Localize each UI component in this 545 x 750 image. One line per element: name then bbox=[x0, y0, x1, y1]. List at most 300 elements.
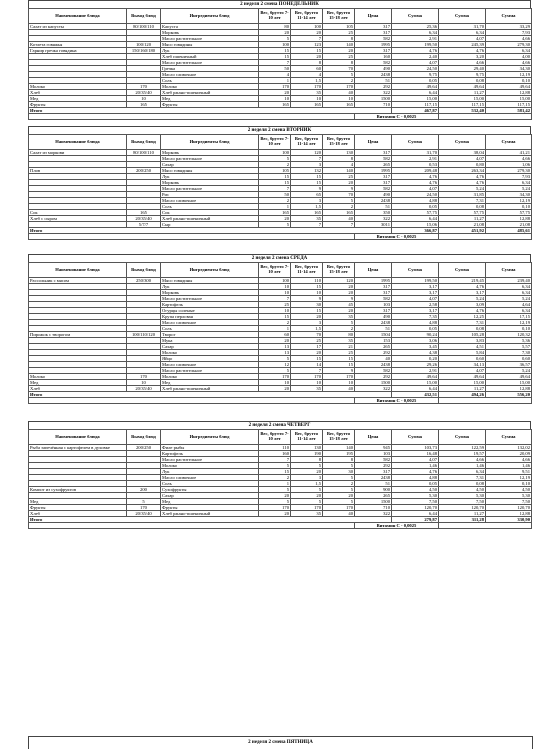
column-header: Сумма bbox=[439, 135, 486, 150]
table-cell: Масло сливочное bbox=[161, 475, 259, 481]
column-header: Сумма bbox=[392, 430, 439, 445]
table-cell: 4,76 bbox=[439, 308, 486, 314]
table-cell: 8 bbox=[291, 457, 323, 463]
table-cell: 34,30 bbox=[486, 192, 532, 198]
table-cell: 322 bbox=[355, 386, 392, 392]
table-cell: Хлеб пшеничный bbox=[161, 54, 259, 60]
table-cell: 2,91 bbox=[392, 368, 439, 374]
table-cell: 15 bbox=[291, 284, 323, 290]
table-cell: Молоко bbox=[161, 374, 259, 380]
column-header: Сумма bbox=[392, 9, 439, 24]
table-cell: 11,27 bbox=[439, 90, 486, 96]
table-cell: 6,34 bbox=[392, 30, 439, 36]
table-cell: 4,64 bbox=[486, 302, 532, 308]
table-cell: 35 bbox=[291, 386, 323, 392]
table-cell: 49,64 bbox=[486, 84, 532, 90]
table-cell: 29,26 bbox=[392, 362, 439, 368]
table-cell: 49,64 bbox=[439, 374, 486, 380]
column-header: Ингредиенты блюд bbox=[161, 430, 259, 445]
table-cell: 20 bbox=[259, 511, 291, 517]
empty-cell bbox=[439, 234, 532, 240]
table-cell: 7 bbox=[259, 457, 291, 463]
table-cell: 199,50 bbox=[392, 278, 439, 284]
table-cell: 0,05 bbox=[392, 326, 439, 332]
column-header: Сумма bbox=[439, 9, 486, 24]
table-cell: 100/120 bbox=[127, 42, 161, 48]
table-cell: 4,76 bbox=[439, 180, 486, 186]
table-cell: 49,64 bbox=[392, 84, 439, 90]
table-cell: 7,31 bbox=[439, 198, 486, 204]
table-cell: 31,70 bbox=[392, 150, 439, 156]
column-header: Сумма bbox=[439, 430, 486, 445]
table-cell: 1,5 bbox=[291, 78, 323, 84]
table-cell: 3,83 bbox=[439, 338, 486, 344]
table-cell: 57,75 bbox=[486, 210, 532, 216]
table-cell: 4,50 bbox=[439, 487, 486, 493]
table-cell: Хлеб ржано-пшеничный bbox=[161, 511, 259, 517]
table-cell: 10 bbox=[127, 380, 161, 386]
vitamin-note: Витамин С - 0,0025 bbox=[355, 398, 439, 404]
table-cell: 292 bbox=[355, 463, 392, 469]
table-cell: 170 bbox=[259, 374, 291, 380]
table-cell: 9 bbox=[291, 296, 323, 302]
table-cell: 7 bbox=[291, 36, 323, 42]
column-header: Вес, брутто 7-10 лет bbox=[259, 9, 291, 24]
table-cell: 209,48 bbox=[392, 168, 439, 174]
table-cell: 15,00 bbox=[392, 96, 439, 102]
table-cell: 5,57 bbox=[486, 344, 532, 350]
table-cell: 11,27 bbox=[439, 216, 486, 222]
table-header-row bbox=[29, 9, 532, 24]
table-cell: Салат из капусты bbox=[29, 24, 127, 30]
table-cell: Салат из моркови bbox=[29, 150, 127, 156]
table-cell: 5 bbox=[323, 499, 355, 505]
table-cell: 20/35/40 bbox=[127, 386, 161, 392]
table-cell: 2 bbox=[323, 481, 355, 487]
table-cell: 4,07 bbox=[392, 296, 439, 302]
table-cell: 51 bbox=[355, 481, 392, 487]
table-cell: 8 bbox=[323, 36, 355, 42]
table-cell: Рассольник с мясом bbox=[29, 278, 127, 284]
table-cell: 7 bbox=[291, 222, 323, 228]
table-cell: 4,50 bbox=[486, 487, 532, 493]
table-cell: 4,50 bbox=[392, 487, 439, 493]
empty-cell bbox=[439, 114, 532, 120]
table-cell: 0,08 bbox=[439, 78, 486, 84]
table-cell: 3,17 bbox=[392, 308, 439, 314]
table-cell: 582 bbox=[355, 296, 392, 302]
table-cell: 2,58 bbox=[392, 302, 439, 308]
column-header: Цена bbox=[355, 9, 392, 24]
table-cell: 317 bbox=[355, 290, 392, 296]
column-header: Сумма bbox=[486, 135, 532, 150]
table-cell: 40 bbox=[323, 216, 355, 222]
table-cell: 30 bbox=[323, 469, 355, 475]
table-cell: 0,20 bbox=[392, 356, 439, 362]
table-cell: 5 bbox=[323, 320, 355, 326]
table-cell: 0,08 bbox=[439, 204, 486, 210]
total-label: Итого bbox=[29, 392, 392, 398]
table-cell: 4,07 bbox=[439, 368, 486, 374]
table-cell: Плов bbox=[29, 168, 127, 174]
vitamin-note: Витамин С - 0,0025 bbox=[355, 114, 439, 120]
table-cell: Молоко bbox=[29, 84, 127, 90]
table-cell: Мед bbox=[161, 96, 259, 102]
table-cell: 10 bbox=[127, 96, 161, 102]
table-cell: 170 bbox=[127, 84, 161, 90]
table-cell: 265 bbox=[355, 493, 392, 499]
table-header-row bbox=[29, 430, 532, 445]
table-cell: 5,30 bbox=[486, 493, 532, 499]
table-cell: 45 bbox=[323, 302, 355, 308]
table-cell: 5,24 bbox=[486, 368, 532, 374]
table-cell: 12,88 bbox=[486, 386, 532, 392]
table-cell: 200/250 bbox=[127, 168, 161, 174]
table-cell: 140 bbox=[323, 42, 355, 48]
table-cell: 20 bbox=[259, 90, 291, 96]
table-cell: Гречка bbox=[161, 66, 259, 72]
table-cell: 1500 bbox=[355, 96, 392, 102]
table-cell: 4 bbox=[323, 162, 355, 168]
table-cell: 15 bbox=[259, 469, 291, 475]
day-block bbox=[28, 421, 531, 529]
table-cell: 2 bbox=[259, 475, 291, 481]
table-cell: Яйцо bbox=[161, 356, 259, 362]
table-cell: 15 bbox=[323, 356, 355, 362]
column-header: Сумма bbox=[392, 263, 439, 278]
table-cell: 100 bbox=[259, 278, 291, 284]
table-cell: 4,76 bbox=[392, 469, 439, 475]
table-cell: 4,88 bbox=[392, 475, 439, 481]
table-cell: 1500 bbox=[355, 499, 392, 505]
table-cell: 170 bbox=[323, 84, 355, 90]
table-cell: 6,44 bbox=[392, 90, 439, 96]
table-cell: 279,30 bbox=[486, 42, 532, 48]
vitamin-row bbox=[29, 234, 532, 240]
table-cell: 15 bbox=[291, 308, 323, 314]
table-cell: 20 bbox=[259, 30, 291, 36]
table-cell: 0,60 bbox=[486, 356, 532, 362]
table-cell: Соль bbox=[161, 326, 259, 332]
total-value: 494,26 bbox=[439, 392, 486, 398]
table-cell: Огурцы соленые bbox=[161, 308, 259, 314]
table-cell: 103 bbox=[355, 451, 392, 457]
table-cell: 3,17 bbox=[392, 290, 439, 296]
table-cell: 41,21 bbox=[486, 150, 532, 156]
table-cell: Лук bbox=[161, 469, 259, 475]
table-cell: 0,60 bbox=[439, 356, 486, 362]
table-cell: Мед bbox=[29, 380, 127, 386]
table-cell: 165 bbox=[291, 210, 323, 216]
table-cell: 3,06 bbox=[392, 338, 439, 344]
table-cell: 70 bbox=[323, 66, 355, 72]
table-cell: 165 bbox=[323, 102, 355, 108]
column-header: Вес, брутто 11-14 лет bbox=[291, 9, 323, 24]
table-cell: 4,76 bbox=[439, 174, 486, 180]
table-cell: 195 bbox=[323, 451, 355, 457]
table-cell: 25 bbox=[323, 30, 355, 36]
table-cell: 165 bbox=[323, 210, 355, 216]
table-cell: 1504 bbox=[355, 332, 392, 338]
table-cell: 317 bbox=[355, 174, 392, 180]
table-cell: 13 bbox=[259, 350, 291, 356]
day-block bbox=[28, 126, 531, 240]
table-cell: 1 bbox=[259, 204, 291, 210]
table-cell: 25 bbox=[323, 350, 355, 356]
table-cell: Хлеб с сыром bbox=[29, 216, 127, 222]
table-cell: 9 bbox=[323, 186, 355, 192]
table-cell: Мясо говядины bbox=[161, 278, 259, 284]
day-title: 2 неделя 2 смена ВТОРНИК bbox=[28, 126, 531, 134]
column-header: Вес, брутто 15-18 лет bbox=[323, 263, 355, 278]
table-cell: Пирожок с творогом bbox=[29, 332, 127, 338]
table-cell: 19,57 bbox=[439, 451, 486, 457]
table-cell: 120 bbox=[291, 150, 323, 156]
table-cell: 5 bbox=[259, 222, 291, 228]
table-cell: 6,44 bbox=[392, 216, 439, 222]
table-cell: 4,76 bbox=[392, 180, 439, 186]
table-cell: 49,64 bbox=[439, 84, 486, 90]
table-cell: 35 bbox=[291, 90, 323, 96]
table-cell: 105,28 bbox=[439, 332, 486, 338]
table-cell: 49,64 bbox=[486, 374, 532, 380]
table-cell: 15 bbox=[259, 174, 291, 180]
table-cell: 5 bbox=[323, 487, 355, 493]
table-cell: Масло растительное bbox=[161, 186, 259, 192]
table-cell: 2438 bbox=[355, 475, 392, 481]
table-cell: Соль bbox=[161, 78, 259, 84]
table-cell: 7,93 bbox=[486, 174, 532, 180]
table-cell: 4,66 bbox=[439, 457, 486, 463]
total-label: Итого bbox=[29, 228, 392, 234]
table-cell: Фрукты bbox=[161, 505, 259, 511]
table-cell: Мед bbox=[161, 380, 259, 386]
table-cell: 15,00 bbox=[392, 380, 439, 386]
table-cell: 0,05 bbox=[392, 204, 439, 210]
table-cell: 3 bbox=[291, 320, 323, 326]
table-cell: Масло сливочное bbox=[161, 320, 259, 326]
table-cell: 6,34 bbox=[486, 290, 532, 296]
table-cell: 490 bbox=[355, 66, 392, 72]
table-cell: 170 bbox=[259, 505, 291, 511]
table-cell: 5,24 bbox=[486, 186, 532, 192]
table-cell: 2,91 bbox=[392, 156, 439, 162]
table-cell: 70 bbox=[323, 192, 355, 198]
column-header: Наименование блюда bbox=[29, 135, 127, 150]
table-cell: 2,40 bbox=[392, 54, 439, 60]
table-cell: 5 bbox=[259, 463, 291, 469]
vitamin-row bbox=[29, 114, 532, 120]
table-cell: 3011 bbox=[355, 222, 392, 228]
table-cell: 582 bbox=[355, 186, 392, 192]
table-cell: 350 bbox=[355, 210, 392, 216]
table-cell: 15 bbox=[291, 48, 323, 54]
table-cell: 1 bbox=[259, 326, 291, 332]
table-cell: 100/110/120 bbox=[127, 332, 161, 338]
table-cell: 3,20 bbox=[439, 54, 486, 60]
table-cell: Соль bbox=[161, 204, 259, 210]
table-cell: Хлеб bbox=[29, 511, 127, 517]
table-cell: 57,75 bbox=[392, 210, 439, 216]
total-value: 451,92 bbox=[439, 228, 486, 234]
table-cell: 160 bbox=[355, 54, 392, 60]
table-cell: 3 bbox=[291, 475, 323, 481]
table-cell: 170 bbox=[291, 84, 323, 90]
table-cell: 24,50 bbox=[392, 66, 439, 72]
table-cell: 710 bbox=[355, 102, 392, 108]
column-header: Цена bbox=[355, 263, 392, 278]
table-cell: 7 bbox=[259, 60, 291, 66]
table-cell: 5 bbox=[323, 463, 355, 469]
table-cell: 4,76 bbox=[392, 174, 439, 180]
table-cell: Картофель bbox=[161, 302, 259, 308]
table-cell: Молоко bbox=[29, 374, 127, 380]
table-cell: 490 bbox=[355, 314, 392, 320]
table-cell: 17,15 bbox=[486, 314, 532, 320]
table-cell: 20 bbox=[259, 338, 291, 344]
table-cell: 3,45 bbox=[392, 344, 439, 350]
table-cell: 2 bbox=[259, 162, 291, 168]
table-cell: 21 bbox=[323, 344, 355, 350]
table-cell: 12,19 bbox=[486, 72, 532, 78]
total-value: 432,51 bbox=[392, 392, 439, 398]
table-cell: 20 bbox=[291, 54, 323, 60]
table-cell: 165 bbox=[259, 102, 291, 108]
table-cell: Мед bbox=[161, 499, 259, 505]
table-cell: 15 bbox=[259, 180, 291, 186]
table-cell: 25,36 bbox=[392, 24, 439, 30]
table-cell: 20 bbox=[291, 30, 323, 36]
column-header: Сумма bbox=[486, 263, 532, 278]
table-cell: 7,30 bbox=[486, 350, 532, 356]
table-cell: 110 bbox=[259, 445, 291, 451]
table-cell: 0,10 bbox=[486, 481, 532, 487]
table-cell: 5,24 bbox=[439, 296, 486, 302]
table-cell: 582 bbox=[355, 36, 392, 42]
table-cell: 5,36 bbox=[486, 338, 532, 344]
table-cell: 317 bbox=[355, 150, 392, 156]
table-cell: 40 bbox=[323, 386, 355, 392]
table-cell: Лук bbox=[161, 174, 259, 180]
table-cell: Молоко bbox=[161, 463, 259, 469]
table-cell: 4,88 bbox=[392, 320, 439, 326]
table-cell: 7,50 bbox=[439, 499, 486, 505]
table-cell: 317 bbox=[355, 24, 392, 30]
table-cell: 20,09 bbox=[486, 451, 532, 457]
table-cell: 9 bbox=[291, 186, 323, 192]
table-cell: 10 bbox=[259, 290, 291, 296]
table-cell: Лук bbox=[161, 48, 259, 54]
column-header: Вес, брутто 15-18 лет bbox=[323, 9, 355, 24]
table-cell: 60 bbox=[291, 66, 323, 72]
table-cell: Хлеб ржано-пшеничный bbox=[161, 90, 259, 96]
table-cell: 6,34 bbox=[486, 308, 532, 314]
table-cell: 0,08 bbox=[439, 326, 486, 332]
table-cell: Лук bbox=[161, 284, 259, 290]
table-cell: 200 bbox=[127, 487, 161, 493]
table-cell: 5 bbox=[259, 36, 291, 42]
table-cell: 140 bbox=[323, 445, 355, 451]
table-cell: 5,84 bbox=[439, 350, 486, 356]
table-cell: 165 bbox=[259, 210, 291, 216]
table-cell: 2 bbox=[323, 204, 355, 210]
table-cell: 2 bbox=[323, 78, 355, 84]
table-cell: 51 bbox=[355, 204, 392, 210]
table-cell: Масло растительное bbox=[161, 368, 259, 374]
table-cell: 51 bbox=[355, 326, 392, 332]
table-cell: 265 bbox=[355, 162, 392, 168]
table-cell: 4,66 bbox=[439, 60, 486, 66]
table-cell: 5,30 bbox=[439, 493, 486, 499]
table-cell: 4,76 bbox=[439, 284, 486, 290]
table-cell: Рыба запечённая с картофелем в духовке bbox=[29, 445, 127, 451]
table-cell: 20/35/40 bbox=[127, 90, 161, 96]
table-cell: 8 bbox=[323, 60, 355, 66]
day-block bbox=[28, 254, 531, 404]
table-cell: 8 bbox=[291, 60, 323, 66]
table-cell: 21,08 bbox=[486, 222, 532, 228]
table-cell: 3,17 bbox=[392, 284, 439, 290]
table-cell: 165 bbox=[127, 210, 161, 216]
table-cell: Котлета говяжья bbox=[29, 42, 127, 48]
table-cell: 1500 bbox=[355, 380, 392, 386]
table-cell: 7 bbox=[259, 186, 291, 192]
table-cell: 15 bbox=[291, 174, 323, 180]
empty-cell bbox=[29, 114, 355, 120]
table-cell: 132 bbox=[291, 168, 323, 174]
table-cell: 582 bbox=[355, 368, 392, 374]
table-cell: 170 bbox=[291, 374, 323, 380]
table-cell: 3 bbox=[291, 162, 323, 168]
table-cell: 117,15 bbox=[392, 102, 439, 108]
table-cell: 4,66 bbox=[486, 156, 532, 162]
table-cell: Масло сливочное bbox=[161, 362, 259, 368]
table-cell: 199,50 bbox=[392, 42, 439, 48]
table-cell: 7,93 bbox=[486, 30, 532, 36]
table-cell: 5 bbox=[127, 499, 161, 505]
table-cell: 1 bbox=[259, 481, 291, 487]
table-cell: 4,07 bbox=[392, 457, 439, 463]
table-cell: 317 bbox=[355, 284, 392, 290]
table-cell: 292 bbox=[355, 374, 392, 380]
table-cell: 57,75 bbox=[439, 210, 486, 216]
table-cell: 0,10 bbox=[486, 326, 532, 332]
table-cell: 7 bbox=[291, 368, 323, 374]
table-cell: Масло сливочное bbox=[161, 72, 259, 78]
table-cell: 80/100/110 bbox=[127, 24, 161, 30]
table-cell: Филе рыбы bbox=[161, 445, 259, 451]
table-cell: Гарнир гречка говядина bbox=[29, 48, 127, 54]
table-cell: 1995 bbox=[355, 168, 392, 174]
table-cell: 6,44 bbox=[392, 386, 439, 392]
table-cell: 20/35/40 bbox=[127, 511, 161, 517]
table-cell: 12 bbox=[259, 362, 291, 368]
table-cell: 5 bbox=[259, 356, 291, 362]
table-cell: 5 bbox=[259, 499, 291, 505]
table-cell: 15 bbox=[291, 180, 323, 186]
table-cell: 15 bbox=[323, 362, 355, 368]
total-value: 330,90 bbox=[486, 517, 532, 523]
table-cell: Творог bbox=[161, 332, 259, 338]
table-cell: 11,27 bbox=[439, 511, 486, 517]
friday-title: 2 неделя 2 смена ПЯТНИЦА bbox=[28, 736, 533, 749]
table-cell: 70 bbox=[291, 332, 323, 338]
table-cell: Морковь bbox=[161, 180, 259, 186]
table-cell: 34,30 bbox=[486, 66, 532, 72]
column-header: Сумма bbox=[486, 430, 532, 445]
menu-table bbox=[28, 262, 532, 404]
table-cell: 4 bbox=[291, 72, 323, 78]
